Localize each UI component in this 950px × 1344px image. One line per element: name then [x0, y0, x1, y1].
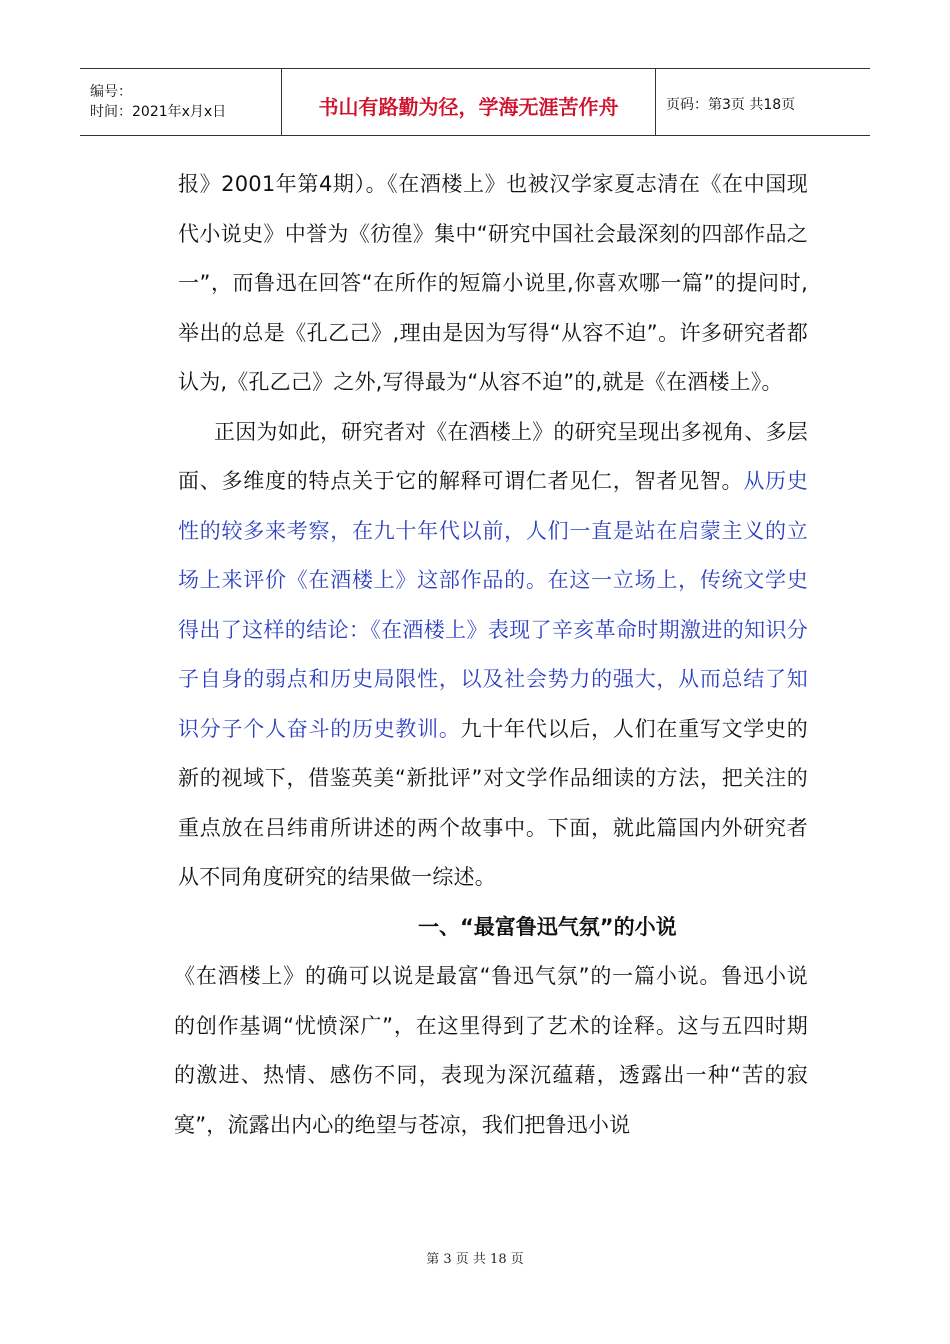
header-page-cell: [656, 69, 870, 135]
header-motto: 书山有路勤为径，学海无涯苦作舟: [318, 94, 619, 119]
paragraph-2: [178, 408, 808, 903]
paragraph-2-intro: 正因为如此，研究者对《在酒楼上》的研究呈现出多视角、多层面、多维度的特点关于它的解释可谓仁者见仁，智者见智。: [178, 419, 808, 493]
header-table: [80, 68, 870, 136]
paragraph-3: 《在酒楼上》的确可以说是最富“鲁迅气氛”的一篇小说。鲁迅小说的创作基调“忧愤深广”，在这里得到了艺术的诠释。这与五四时期的激进、热情、感伤不同，表现为深沉蕴藉，透露出一种“苦的寂寞”，流露出内心的绝望与苍凉，我们把鲁迅小说: [174, 964, 808, 1137]
header-motto-cell: [282, 69, 656, 135]
document-body: [174, 160, 808, 1150]
section-heading: 一、“最富鲁迅气氛”的小说: [418, 914, 677, 939]
document-date: 时间：2021年x月x日: [90, 104, 227, 120]
paragraph-2-highlighted: 从历史性的较多来考察，在九十年代以前，人们一直是站在启蒙主义的立场上来评价《在酒楼上》这部作品的。在这一立场上，传统文学史得出了这样的结论：《在酒楼上》表现了辛亥革命时期激进的知识分子自身的弱点和历史局限性，以及社会势力的强大，从而总结了知识分子个人奋斗的历史教训。: [178, 469, 808, 741]
document-number-label: 编号：: [90, 84, 132, 100]
header-page-info: 页码：第3页 共18页: [666, 97, 796, 113]
paragraph-1: 报》2001年第4期）。《在酒楼上》也被汉学家夏志清在《在中国现代小说史》中誉为《彷徨》集中“研究中国社会最深刻的四部作品之一”，而鲁迅在回答“在所作的短篇小说里,你喜欢哪一篇”的提问时,举出的总是《孔乙己》,理由是因为写得“从容不迫”。许多研究者都认为,《孔乙己》之外,写得最为“从容不迫”的,就是《在酒楼上》。: [178, 172, 808, 394]
paragraph-2-tail: 九十年代以后，人们在重写文学史的新的视域下，借鉴英美“新批评”对文学作品细读的方法，把关注的重点放在吕纬甫所讲述的两个故事中。下面，就此篇国内外研究者从不同角度研究的结果做一综述。: [178, 716, 808, 889]
page-footer: 第 3 页 共 18 页: [426, 1252, 524, 1267]
header-meta-cell: [80, 69, 282, 135]
